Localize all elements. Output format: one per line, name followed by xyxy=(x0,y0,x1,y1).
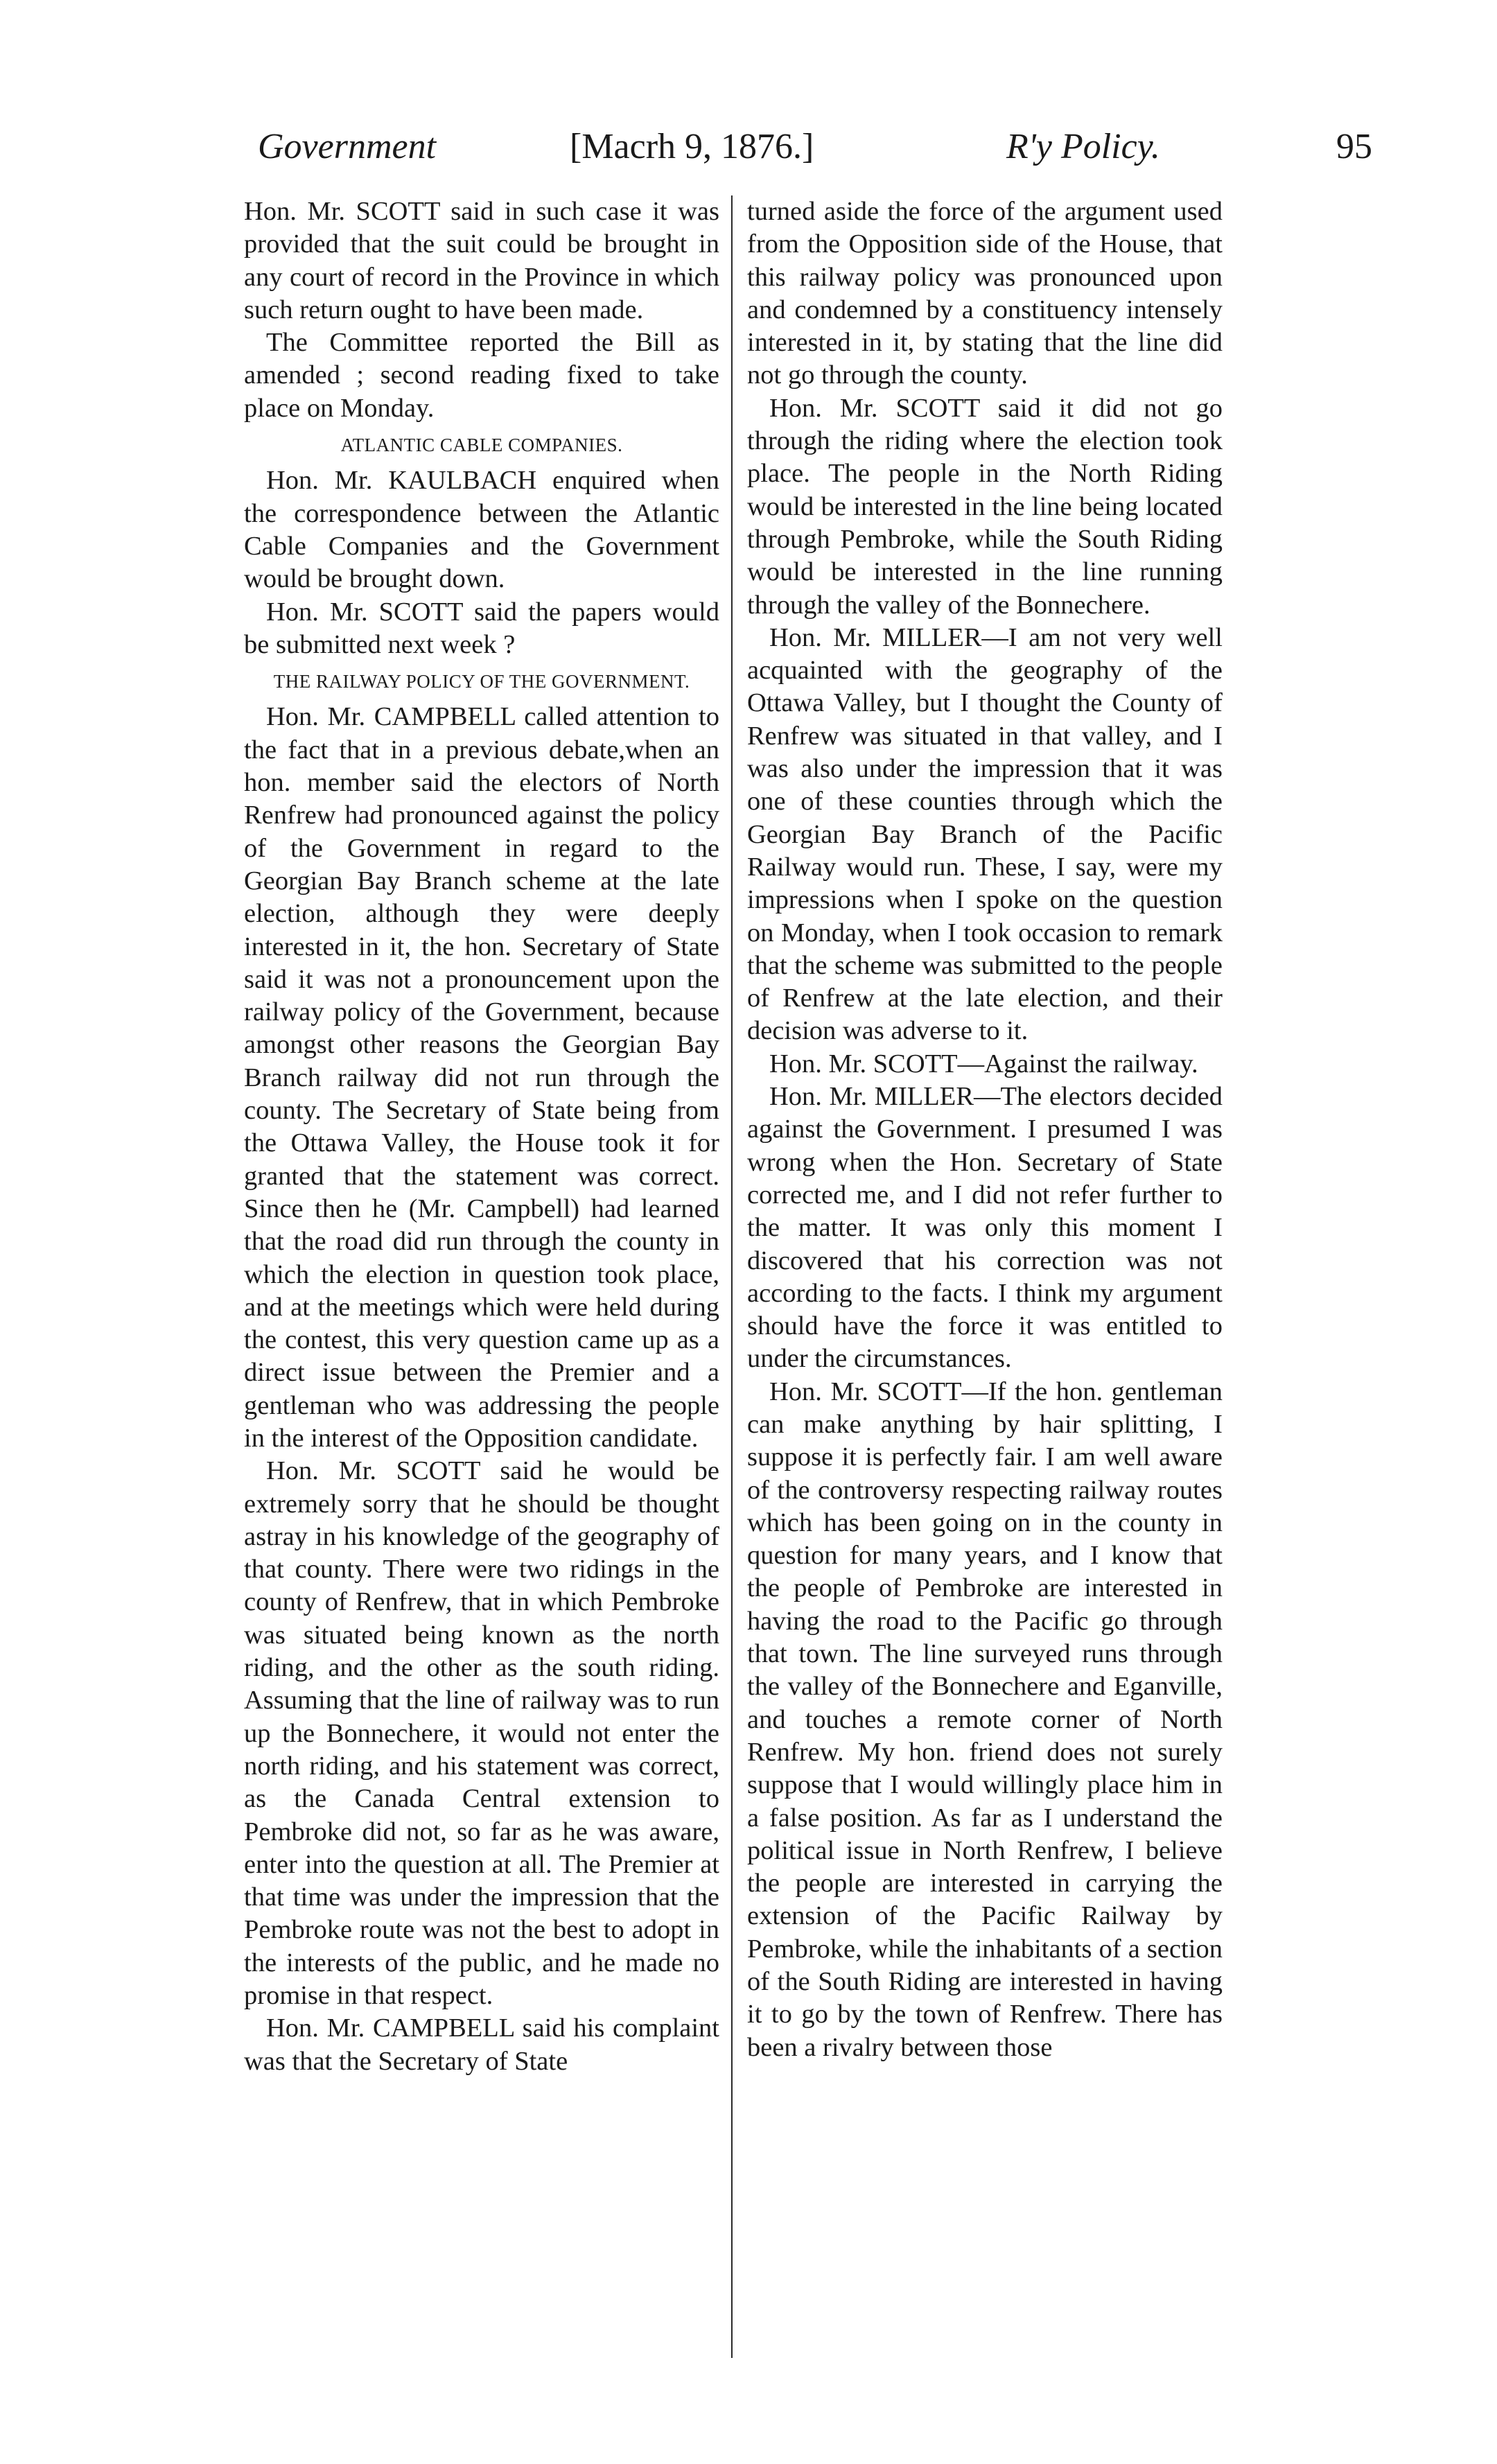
right-column xyxy=(747,195,1223,2064)
column-divider xyxy=(731,195,733,2358)
paragraph: Hon. Mr. SCOTT said in such case it was provided that the suit could be brought in any court of record in the Province in which such return ought to have been made. xyxy=(244,197,719,324)
page-number: 95 xyxy=(1336,127,1372,166)
paragraph: Hon. Mr. SCOTT said he would be extremely sorry that he should be thought astray in his knowledge of the geography of that county. There were two ridings in the county of Renfrew, that in which Pembroke was situated being known as the north riding, and the other as the south riding. Assuming that the line of railway was to run up the Bonnechere, it would not enter the north riding, and his statement was correct, as the Canada Central extension to Pembroke did not, so far as he was aware, enter into the question at all. The Premier at that time was under the impression that the Pembroke route was not the best to adopt in the interests of the public, and he made no promise in that respect. xyxy=(244,1456,719,2011)
header-section-left: Government xyxy=(258,127,437,166)
paragraph: Hon. Mr. SCOTT—If the hon. gentleman can make anything by hair splitting, I suppose it is perfectly fair. I am well aware of the controversy respecting railway routes which has been going on in the county in question for many years, and I know that the people of Pembroke are interested in having the road to the Pacific go through that town. The line surveyed runs through the valley of the Bonnechere and Eganville, and touches a remote corner of North Renfrew. My hon. friend does not surely suppose that I would willingly place him in a false position. As far as I understand the political issue in North Renfrew, I believe the people are interested in carrying the extension of the Pacific Railway by Pembroke, while the inhabitants of a section of the South Riding are interested in having it to go by the town of Renfrew. There has been a rivalry between those xyxy=(747,1377,1223,2062)
paragraph: Hon. Mr. SCOTT said it did not go through the riding where the election took place. The people in the North Riding would be interested in the line being located through Pembroke, while the South Riding would be interested in the line running through the valley of the Bonnechere. xyxy=(747,393,1223,620)
paragraph: Hon. Mr. MILLER—The electors decided against the Government. I presumed I was wrong when the Hon. Secretary of State corrected me, and I did not refer further to the matter. It was only this moment I discovered that his correction was not according to the facts. I think my argument should have the force it was entitled to under the circumstances. xyxy=(747,1082,1223,1374)
paragraph: Hon. Mr. SCOTT—Against the railway. xyxy=(769,1049,1198,1078)
paragraph: Hon. Mr. SCOTT said the papers would be submitted next week ? xyxy=(244,597,719,659)
page-header xyxy=(258,126,1372,182)
paragraph: The Committee reported the Bill as amended ; second reading fixed to take place on Monday. xyxy=(244,328,719,423)
paragraph: Hon. Mr. MILLER—I am not very well acquainted with the geography of the Ottawa Valley, but I thought the County of Renfrew was situated in that valley, and I was also under the impression that it was one of these counties through which the Georgian Bay Branch of the Pacific Railway would run. These, I say, were my impressions when I spoke on the question on Monday, when I took occasion to remark that the scheme was submitted to the people of Renfrew at the late election, and their decision was adverse to it. xyxy=(747,622,1223,1046)
paragraph: turned aside the force of the argument used from the Opposition side of the House, that this railway policy was pronounced upon and condemned by a constituency intensely interested in it, by stating that the line did not go through the county. xyxy=(747,197,1223,390)
section-heading: THE RAILWAY POLICY OF THE GOVERNMENT. xyxy=(273,671,690,692)
paragraph: Hon. Mr. KAULBACH enquired when the correspondence between the Atlantic Cable Companies and the Government would be brought down. xyxy=(244,466,719,594)
header-date: [Macrh 9, 1876.] xyxy=(570,127,814,166)
header-section-right: R'y Policy. xyxy=(1006,127,1160,166)
section-heading: ATLANTIC CABLE COMPANIES. xyxy=(340,435,623,456)
left-column xyxy=(244,195,719,2078)
paragraph: Hon. Mr. CAMPBELL said his complaint was that the Secretary of State xyxy=(244,2013,719,2076)
paragraph: Hon. Mr. CAMPBELL called attention to the fact that in a previous debate,when an hon. member said the electors of North Renfrew had pronounced against the policy of the Government in regard to the Georgian Bay Branch scheme at the late election, although they were deeply interested in it, the hon. Secretary of State said it was not a pronouncement upon the railway policy of the Government, because amongst other reasons the Georgian Bay Branch railway did not run through the county. The Secretary of State being from the Ottawa Valley, the House took it for granted that the statement was correct. Since then he (Mr. Campbell) had learned that the road did run through the county in which the election in question took place, and at the meetings which were held during the contest, this very question came up as a direct issue between the Premier and a gentleman who was addressing the people in the interest of the Opposition candidate. xyxy=(244,702,719,1453)
